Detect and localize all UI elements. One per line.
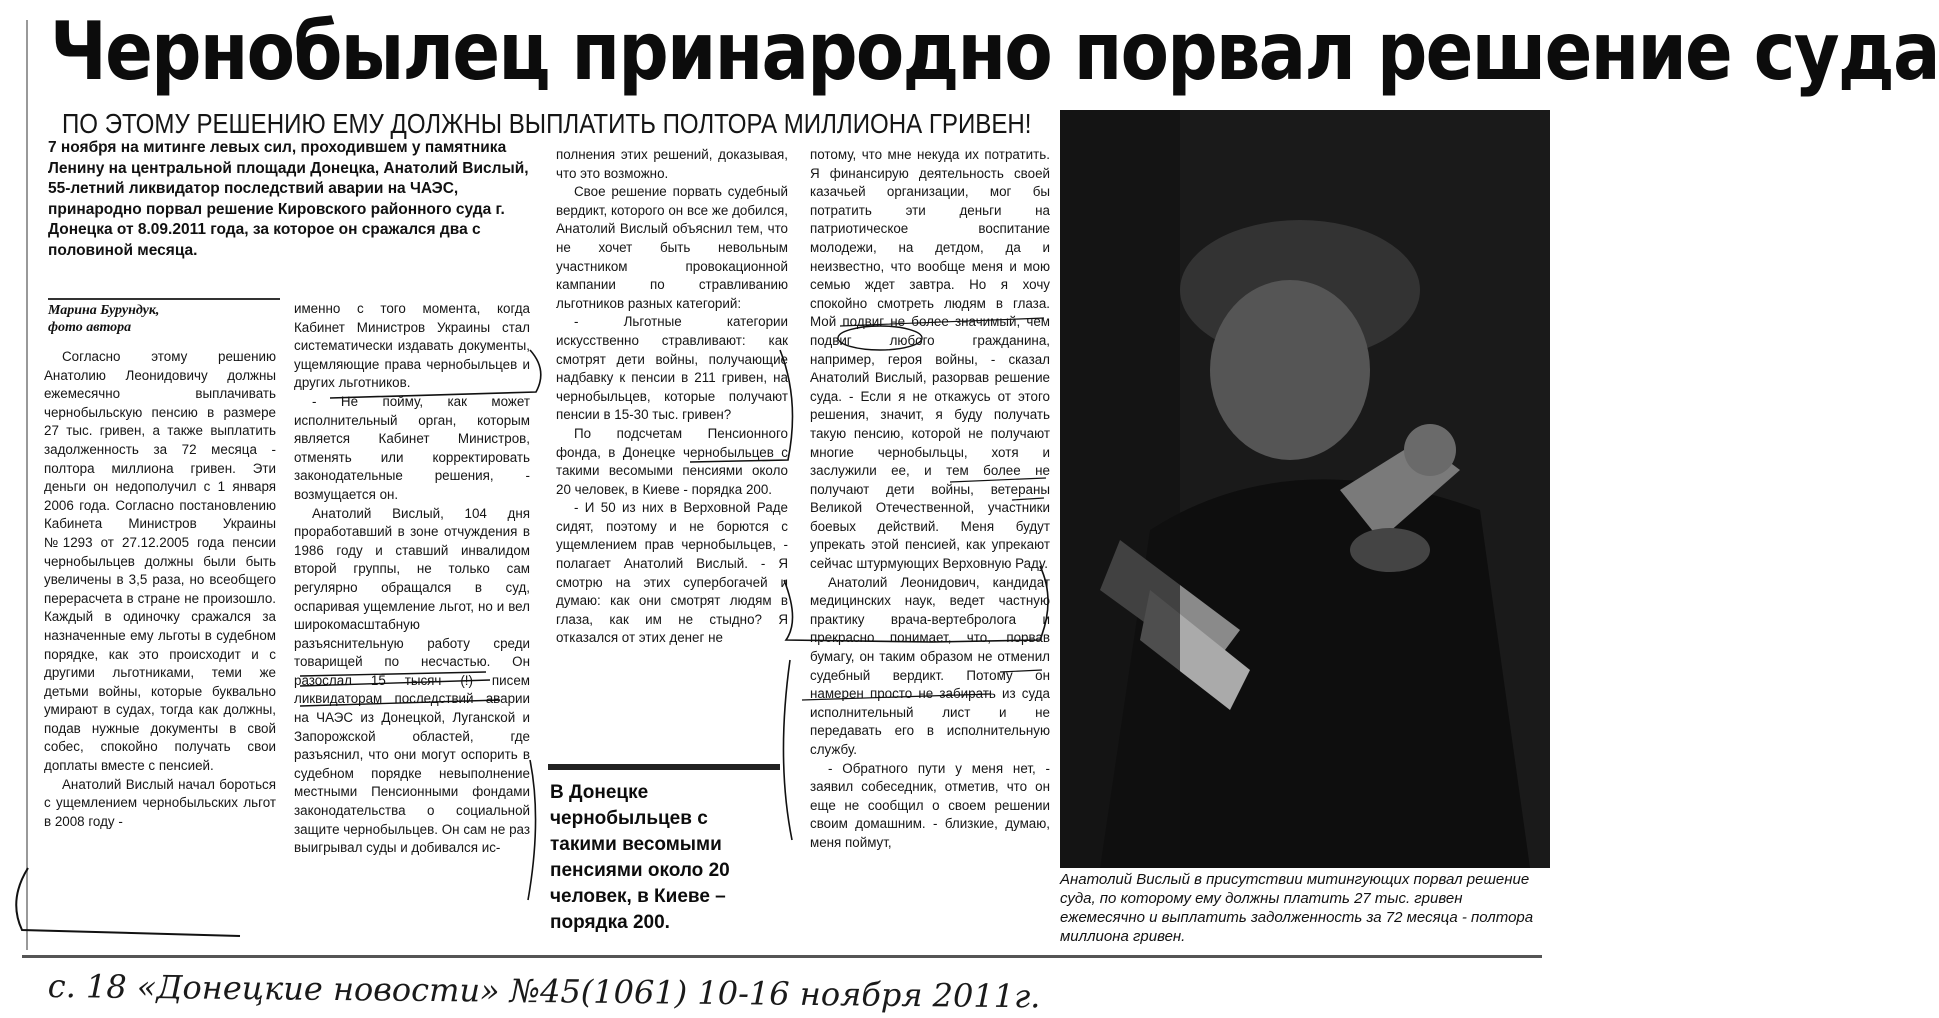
byline [48, 298, 280, 342]
photo-icon [1060, 110, 1550, 868]
byline-author: Марина Бурундук, [48, 303, 160, 318]
paragraph: Анатолий Леонидович, кандидат медицинских наук, ведет частную практику врача-вертебролога и прекрасно понимает, что, порвав бумагу, он таким образом не отменил судебный вердикт. Потому он намерен просто не забирать из суда исполнительный лист и не передавать его в исполнительную службу. [810, 574, 1050, 757]
handwritten-source-note: с. 18 «Донецкие новости» №45(1061) 10-16 ноября 2011г. [47, 966, 1041, 1016]
paragraph: - Обратного пути у меня нет, - заявил собеседник, отметив, что он еще не сообщил о своем решении своим домашним. - близкие, думаю, меня поймут, [810, 760, 1050, 850]
article-column-1 [44, 348, 276, 926]
article-photo [1060, 110, 1550, 868]
paragraph: Согласно этому решению Анатолию Леонидовичу должны ежемесячно выплачивать чернобыльскую пенсию в размере 27 тыс. гривен, а также выплатить задолженность за 72 месяца - полтора миллиона гривен. Эти деньги он недополучил с 1 января 2006 года. Согласно постановлению Кабинета Министров Украины №1293 от 27.12.2005 года пенсии чернобыльцев должны были быть увеличены в 3,5 раза, но всеобщего перерасчета в стране не произошло. Каждый в одиночку сражался за назначенные ему льготы в судебном порядке, как это происходит и с другими льготниками, теми же детьми войны, которые буквально умирают в судах, тогда как должны, подав нужные документы в свой собес, спокойно получать свои доплаты вместе с пенсией. [44, 349, 276, 774]
paragraph: Свое решение порвать судебный вердикт, которого он все же добился, Анатолий Вислый объяснил тем, что не хочет быть невольным участником провокационной кампании по стравливанию льготников разных категорий: [556, 184, 788, 311]
lead-paragraph: 7 ноября на митинге левых сил, проходившем у памятника Ленину на центральной площади Донецка, Анатолий Вислый, 55-летний ликвидатор последствий аварии на ЧАЭС, принародно порвал решение Кировского районного суда г. Донецка от 8.09.2011 года, за которое он сражался два с половиной месяца. [48, 139, 529, 259]
paragraph: - Льготные категории искусственно стравливают: как смотрят дети войны, получающие надбавку к пенсии в 211 гривен, на чернобыльцев, которые получают пенсии в 15-30 тыс. гривен? [556, 314, 788, 423]
paragraph: именно с того момента, когда Кабинет Министров Украины стал систематически издавать документы, ущемляющие права чернобыльцев и других льготников. [294, 301, 530, 391]
pull-quote-rule [548, 764, 780, 770]
pull-quote: В Донецке чернобыльцев с такими весомыми пенсиями около 20 человек, в Киеве – порядка 200. [550, 782, 730, 933]
byline-photo-credit: фото автора [48, 320, 132, 335]
paragraph: потому, что мне некуда их потратить. Я финансирую деятельность своей казачьей организации, мог бы потратить эти деньги на патриотическое воспитание молодежи, на детдом, да и неизвестно, что вообще меня и мою семью ждет завтра. Но я хочу спокойно смотреть людям в глаза. Мой подвиг не более значимый, чем подвиг любого гражданина, например, героя войны, - сказал Анатолий Вислый, разорвав решение суда. - Если я не откажусь от этого решения, значит, я буду получать такую пенсию, которой не получают многие чернобыльцы, хотя и заслужили ее, и тем более не получают дети войны, ветераны Великой Отечественной, участники боевых действий. Меня будут упрекать этой пенсией, как упрекают сейчас штурмующих Верховную Раду. [810, 147, 1050, 572]
paragraph: Анатолий Вислый, 104 дня проработавший в зоне отчуждения в 1986 году и ставший инвалидом второй группы, не только сам регулярно обращался в суд, оспаривая ущемление льгот, но и вел широкомасштабную разъяснительную работу среди товарищей по несчастью. Он разослал 15 тысяч (!) писем ликвидаторам последствий аварии на ЧАЭС из Донецкой, Луганской и Запорожской областей, где разъяснил, что они могут оспорить в судебном порядке невыполнение местными Пенсионными фондами законодательства о социальной защите чернобыльцев. Он сам не раз выигрывал суды и добивался ис- [294, 505, 530, 856]
paragraph: полнения этих решений, доказывая, что это возможно. [556, 147, 788, 181]
paragraph: - Не пойму, как может исполнительный орган, которым является Кабинет Министров, отменять или корректировать законодательные решения, - возмущается он. [294, 393, 530, 502]
photo-caption: Анатолий Вислый в присутствии митингующих порвал решение суда, по которому ему должны платить 27 тыс. гривен ежемесячно и выплатить задолженность за 72 месяца - полтора миллиона гривен. [1060, 871, 1534, 945]
article-column-3 [556, 146, 788, 740]
article-column-2 [294, 300, 530, 926]
headline: Чернобылец принародно порвал решение суда [50, 5, 1939, 98]
paragraph: Анатолий Вислый начал бороться с ущемлением чернобыльских льгот в 2008 году - [44, 776, 276, 829]
article-column-4 [810, 146, 1050, 938]
bottom-rule [22, 955, 1542, 958]
paragraph: - И 50 из них в Верховной Раде сидят, поэтому и не борются с ущемлением прав чернобыльцев, - полагает Анатолий Вислый. - Я смотрю на этих супербогачей и думаю: как они смотрят людям в глаза, как им не стыдно? Я отказался от этих денег не [556, 500, 788, 646]
left-edge-rule [26, 20, 28, 950]
subheadline: ПО ЭТОМУ РЕШЕНИЮ ЕМУ ДОЛЖНЫ ВЫПЛАТИТЬ ПОЛТОРА МИЛЛИОНА ГРИВЕН! [62, 108, 1032, 139]
paragraph: По подсчетам Пенсионного фонда, в Донецке чернобыльцев с такими весомыми пенсиями около 20 человек, в Киеве - порядка 200. [556, 425, 788, 497]
